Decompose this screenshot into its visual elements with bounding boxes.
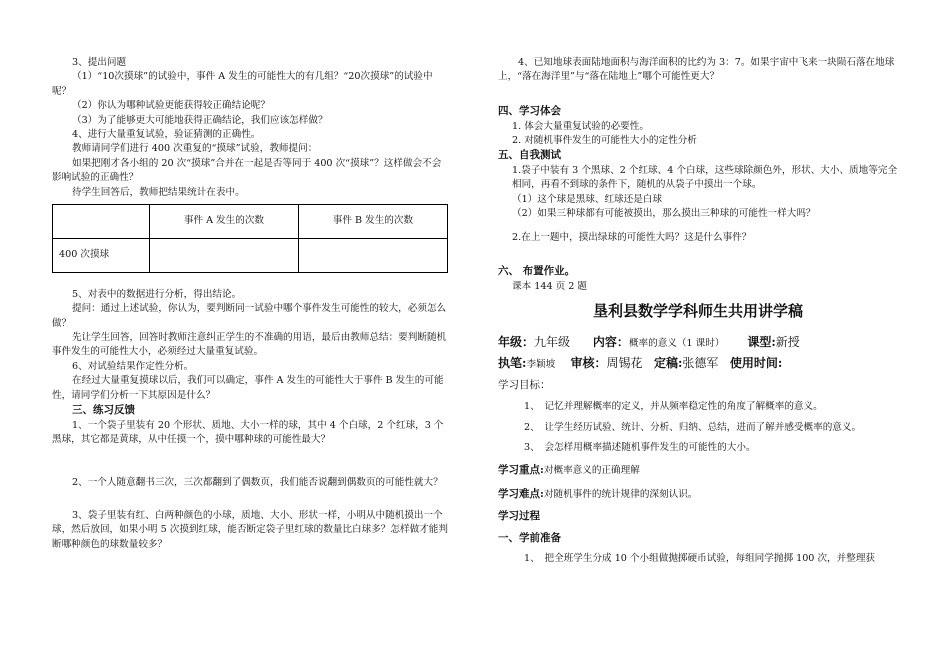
use-time-label: 使用时间: (729, 356, 783, 371)
final-label: 定稿: (653, 356, 683, 371)
grade-value: 九年级 (534, 334, 571, 349)
goal-3: 3、 会怎样用概率描述随机事件发生的可能性的大小。 (524, 441, 756, 453)
question-1: （1）“10次摸球”的试验中，事件 A 发生的可能性大的有几组？“20次摸球”的试验中呢？ (52, 71, 433, 97)
type-value: 新授 (775, 334, 800, 349)
process-heading: 学习过程 (498, 509, 540, 522)
self-test-1: 1.袋子中装有 3 个黑球、2 个红球、4 个白球，这些球除颜色外，形状、大小、质地等完全相同，再看不到球的条件下，随机的从袋子中摸出一个球。 (512, 165, 898, 191)
meta-row-1 (498, 333, 898, 351)
section-6-title: 6、对试验结果作定性分析。 (72, 360, 194, 372)
prep-item-1: 1、 把全班学生分成 10 个小组做抛掷硬币试验，每组同学抛掷 100 次，并整理获 (524, 553, 876, 565)
content-value: 概率的意义（1 课时） (628, 337, 725, 349)
table-header-event-a: 事件 A 发生的次数 (150, 204, 299, 238)
meta-row-2 (498, 354, 898, 372)
reflection-item-1: 1. 体会大量重复试验的必要性。 (512, 120, 649, 132)
homework-item: 课本 144 页 2 题 (512, 280, 587, 292)
writer-label: 执笔: (498, 356, 527, 371)
homework-heading: 六、 布置作业。 (498, 265, 576, 278)
exercise-4: 4、已知地球表面陆地面积与海洋面积的比约为 3：7。如果宇宙中飞来一块陨石落在地球上，“落在海洋里”与“落在陆地上”哪个可能性更大？ (498, 57, 895, 83)
results-table (52, 204, 448, 273)
writer-value: 李颖坡 (526, 359, 556, 371)
section-4-text-3: 待学生回答后，教师把结果统计在表中。 (72, 186, 245, 198)
right-column (498, 56, 898, 573)
self-test-1b: （2）如果三种球都有可能被摸出，那么摸出三种球的可能性一样大吗？ (512, 208, 816, 220)
key-point (498, 463, 898, 479)
final-value: 张德军 (682, 356, 719, 371)
goal-1: 1、 记忆并理解概率的定义，并从频率稳定性的角度了解概率的意义。 (524, 401, 823, 413)
section-5-text-1: 提问：通过上述试验，你认为，要判断同一试验中哪个事件发生可能性的较大，必须怎么做？ (52, 303, 447, 329)
section-5-text-2: 先让学生回答，回答时教师注意纠正学生的不准确的用语，最后由教师总结：要判断随机事件发生的可能性大小，必须经过大量重复试验。 (52, 332, 447, 358)
question-3: （3）为了能够更大可能地获得正确结论，我们应该怎样做？ (72, 114, 328, 126)
reviewer-value: 周锡花 (606, 356, 643, 371)
table-row (53, 238, 448, 272)
section-6-text: 在经过大量重复摸球以后，我们可以确定，事件 A 发生的可能性大于事件 B 发生的可能性，请同学们分析一下其原因是什么？ (52, 375, 444, 401)
reflection-heading: 四、学习体会 (498, 104, 561, 117)
type-label: 课型: (747, 334, 776, 349)
table-row-label: 400 次摸球 (53, 238, 150, 272)
reviewer-label: 审核： (570, 356, 607, 371)
key-point-value: 对概率意义的正确理解 (543, 465, 640, 477)
key-point-label: 学习重点: (498, 464, 544, 477)
difficult-point-value: 对随机事件的统计规律的深刻认识。 (543, 489, 698, 501)
self-test-heading: 五、自我测试 (498, 149, 561, 162)
table-header-row (53, 204, 448, 238)
section-4-text-1: 教师请同学们进行 400 次重复的“摸球”试验，教师提问： (72, 143, 318, 155)
section-4-title: 4、进行大量重复试验，验证猜测的正确性。 (72, 128, 261, 140)
prep-heading: 一、学前准备 (498, 531, 561, 544)
exercise-1: 1、一个袋子里装有 20 个形状、质地、大小一样的球，其中 4 个白球，2 个红球，3 个黑球，其它都是黄球，从中任摸一个，摸中哪种球的可能性最大？ (52, 419, 444, 446)
self-test-2: 2.在上一题中，摸出绿球的可能性大吗？这是什么事件？ (512, 231, 752, 243)
exercise-3: 3、袋子里装有红、白两种颜色的小球，质地、大小、形状一样，小明从中随机摸出一个球，然后放回，如果小明 5 次摸到红球，能否断定袋子里红球的数量比白球多？怎样做才能判断哪种颜色的球数量较多？ (52, 509, 448, 550)
doc-title: 垦利县数学学科师生共用讲学稿 (592, 302, 803, 321)
goal-2: 2、 让学生经历试验、统计、分析、归纳、总结，进而了解并感受概率的意义。 (524, 421, 862, 433)
goals-heading: 学习目标： (498, 379, 551, 392)
table-cell-event-a (150, 238, 299, 272)
self-test-1a: （1）这个球是黑球、红球还是白球 (512, 193, 663, 205)
exercise-2: 2、一个人随意翻书三次，三次都翻到了偶数页，我们能否说翻到偶数页的可能性就大？ (72, 476, 443, 488)
difficult-point (498, 487, 898, 503)
content-label: 内容： (592, 334, 629, 349)
section-3-title: 3、提出问题 (72, 57, 127, 68)
practice-heading: 三、练习反馈 (72, 404, 135, 417)
table-header-event-b: 事件 B 发生的次数 (298, 204, 447, 238)
grade-label: 年级： (498, 334, 535, 349)
table-header-empty (53, 204, 150, 238)
question-2: （2）你认为哪种试验更能获得较正确结论呢？ (72, 100, 270, 112)
difficult-point-label: 学习难点: (498, 488, 544, 501)
section-4-text-2: 如果把刚才各小组的 20 次“摸球”合并在一起是否等同于 400 次“摸球”？这样做会不会影响试验的正确性？ (52, 157, 442, 184)
reflection-item-2: 2. 对随机事件发生的可能性大小的定性分析 (512, 134, 697, 146)
section-5-title: 5、对表中的数据进行分析，得出结论。 (72, 288, 242, 300)
table-cell-event-b (298, 238, 447, 272)
left-column (52, 56, 448, 552)
